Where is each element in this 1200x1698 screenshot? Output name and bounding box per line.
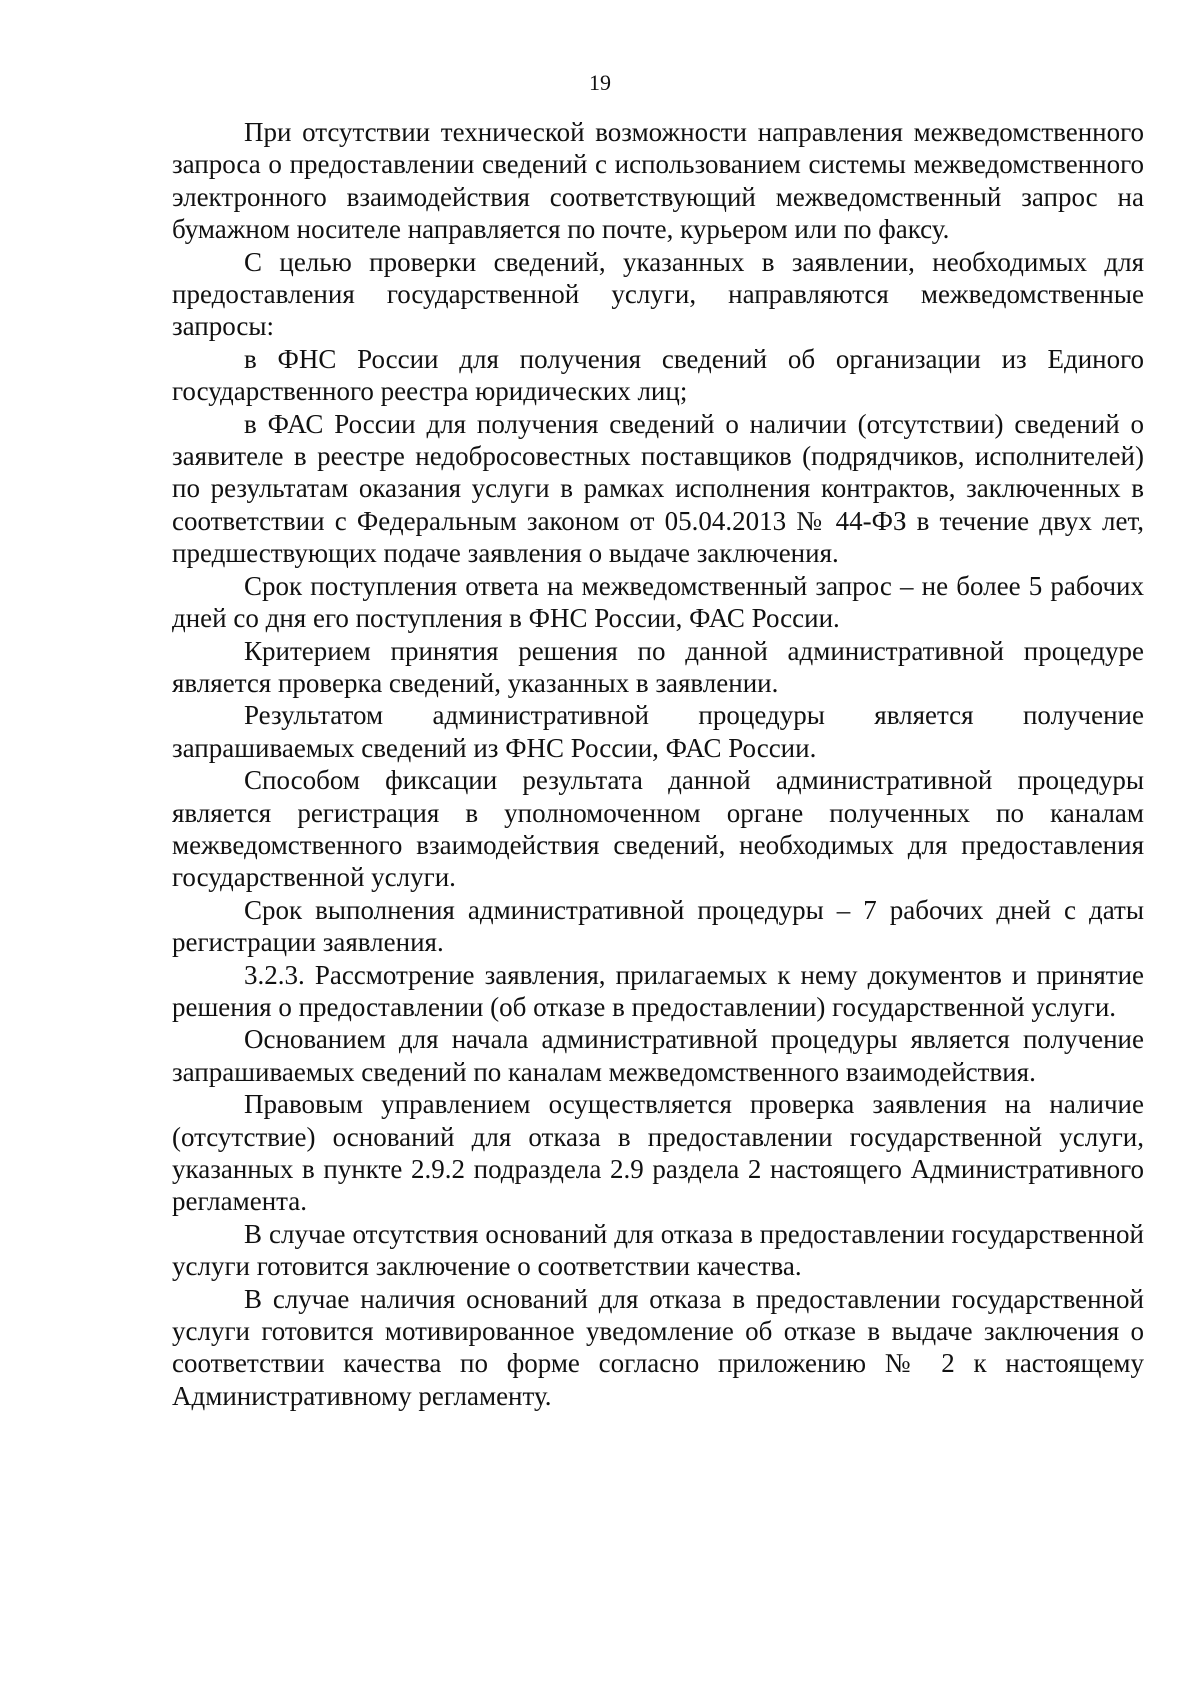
paragraph-procedure-deadline: Срок выполнения административной процедуры – 7 рабочих дней с даты регистрации заявления. bbox=[172, 894, 1144, 958]
paragraph-section-3-2-3: 3.2.3. Рассмотрение заявления, прилагаемых к нему документов и принятие решения о предоставлении (об отказе в предоставлении) государственной услуги. bbox=[172, 959, 1144, 1022]
paragraph-fns-request: в ФНС России для получения сведений об организации из Единого государственного реестра юридических лиц; bbox=[172, 343, 1144, 407]
page-number: 19 bbox=[589, 70, 611, 95]
paragraph-procedure-result: Результатом административной процедуры является получение запрашиваемых сведений из ФНС России, ФАС России. bbox=[172, 700, 1144, 763]
paragraph-fas-request: в ФАС России для получения сведений о наличии (отсутствии) сведений о заявителе в реестре недобросовестных поставщиков (подрядчиков, исполнителей) по результатам оказания услуги в рамках исполнения контрактов, заключенных в соответствии с Федеральным законом от 05.04.2013 № 44-ФЗ в течение двух лет, предшествующих подаче заявления о выдаче заключения. bbox=[172, 408, 1144, 569]
paragraph-grounds-for-refusal: В случае наличия оснований для отказа в предоставлении государственной услуги готовится мотивированное уведомление об отказе в выдаче заключения о соответствии качества по форме согласно приложению № 2 к настоящему Административному регламенту. bbox=[172, 1283, 1144, 1411]
paragraph-result-recording: Способом фиксации результата данной административной процедуры является регистрация в уполномоченном органе полученных по каналам межведомственного взаимодействия сведений, необходимых для предоставления государственной услуги. bbox=[172, 765, 1144, 893]
paragraph-no-grounds-for-refusal: В случае отсутствия оснований для отказа в предоставлении государственной услуги готовится заключение о соответствии качества. bbox=[172, 1218, 1144, 1282]
paragraph-legal-department-check: Правовым управлением осуществляется проверка заявления на наличие (отсутствие) оснований для отказа в предоставлении государственной услуги, указанных в пункте 2.9.2 подраздела 2.9 раздела 2 настоящего Административного регламента. bbox=[172, 1089, 1144, 1217]
paragraph-procedure-basis: Основанием для начала административной процедуры является получение запрашиваемых сведений по каналам межведомственного взаимодействия. bbox=[172, 1024, 1144, 1087]
paragraph-decision-criterion: Критерием принятия решения по данной административной процедуре является проверка сведений, указанных в заявлении. bbox=[172, 635, 1144, 698]
paragraph-response-deadline: Срок поступления ответа на межведомственный запрос – не более 5 рабочих дней со дня его поступления в ФНС России, ФАС России. bbox=[172, 570, 1144, 634]
document-body bbox=[172, 116, 1144, 1412]
paragraph-interagency-requests-purpose: С целью проверки сведений, указанных в заявлении, необходимых для предоставления государственной услуги, направляются межведомственные запросы: bbox=[172, 246, 1144, 342]
paragraph-no-technical-possibility: При отсутствии технической возможности направления межведомственного запроса о предоставлении сведений с использованием системы межведомственного электронного взаимодействия соответствующий межведомственный запрос на бумажном носителе направляется по почте, курьером или по факсу. bbox=[172, 117, 1144, 245]
